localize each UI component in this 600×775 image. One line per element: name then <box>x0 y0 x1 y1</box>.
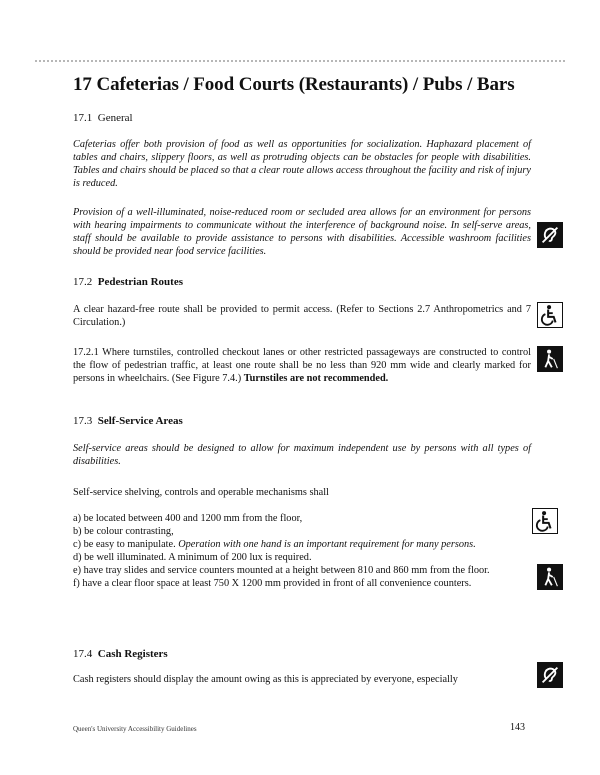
turnstiles-warning: Turnstiles are not recommended. <box>243 373 389 384</box>
section-17-3-heading <box>73 415 183 427</box>
section-17-2-heading <box>73 276 183 288</box>
section-17-4-heading <box>73 648 168 660</box>
footer-publication-title: Queen's University Accessibility Guidelines <box>73 725 197 733</box>
list-item: f) have a clear floor space at least 750 X 1200 mm provided in front of all convenience counters. <box>73 578 472 589</box>
list-item: e) have tray slides and service counters mounted at a height between 810 and 860 mm from the floor. <box>73 565 490 576</box>
list-item: c) be easy to manipulate. Operation with one hand is an important requirement for many persons. <box>73 539 476 550</box>
self-service-requirements-list <box>73 512 531 590</box>
section-title: General <box>97 112 133 124</box>
page-title: 17 Cafeterias / Food Courts (Restaurants) / Pubs / Bars <box>73 74 515 95</box>
self-service-paragraph-2: Self-service shelving, controls and operable mechanisms shall <box>73 487 329 498</box>
list-item-emphasis: Operation with one hand is an important requirement for many persons. <box>178 539 476 550</box>
top-dotted-rule <box>35 60 565 64</box>
visually-impaired-icon <box>537 564 563 590</box>
wheelchair-icon <box>532 508 558 534</box>
list-item: a) be located between 400 and 1200 mm from the floor, <box>73 513 303 524</box>
section-title: Self-Service Areas <box>97 415 183 427</box>
list-item: b) be colour contrasting, <box>73 526 174 537</box>
visually-impaired-icon <box>537 346 563 372</box>
general-paragraph-1: Cafeterias offer both provision of food as well as opportunities for socialization. Haphazard placement of tables and chairs, slippery floors, as well as protruding objects can be obstacles for people with disabilities. Tables and chairs should be placed so that a clear route allows access throughout the facility and risk of injury is reduced. <box>73 139 531 189</box>
page-number: 143 <box>510 722 525 733</box>
general-paragraph-2: Provision of a well-illuminated, noise-reduced room or secluded area allows for an environment for persons with hearing impairments to communicate without the interference of background noise. In self-serve areas, staff should be available to provide assistance to persons with disabilities. Accessible washroom facilities should be provided near food service facilities. <box>73 207 531 257</box>
routes-paragraph-2 <box>73 346 531 385</box>
hearing-impaired-icon <box>537 662 563 688</box>
self-service-paragraph-1: Self-service areas should be designed to allow for maximum independent use by persons with all types of disabilities. <box>73 443 531 467</box>
routes-paragraph-2-text: 17.2.1 Where turnstiles, controlled checkout lanes or other restricted passageways are constructed to control the flow of pedestrian traffic, at least one route shall be no less than 920 mm wide and clearly marked for persons in wheelchairs. (See Figure 7.4.) <box>73 347 531 384</box>
hearing-impaired-icon <box>537 222 563 248</box>
section-17-1-heading <box>73 112 133 124</box>
wheelchair-icon <box>537 302 563 328</box>
section-number: 17.1 <box>73 112 93 124</box>
section-number: 17.2 <box>73 276 93 288</box>
list-item: d) be well illuminated. A minimum of 200 lux is required. <box>73 552 312 563</box>
section-number: 17.4 <box>73 648 93 660</box>
cash-registers-paragraph: Cash registers should display the amount owing as this is appreciated by everyone, especially <box>73 674 458 685</box>
section-number: 17.3 <box>73 415 93 427</box>
routes-paragraph-1: A clear hazard-free route shall be provided to permit access. (Refer to Sections 2.7 Anthropometrics and 7 Circulation.) <box>73 304 531 328</box>
section-title: Pedestrian Routes <box>97 276 183 288</box>
section-title: Cash Registers <box>97 648 168 660</box>
